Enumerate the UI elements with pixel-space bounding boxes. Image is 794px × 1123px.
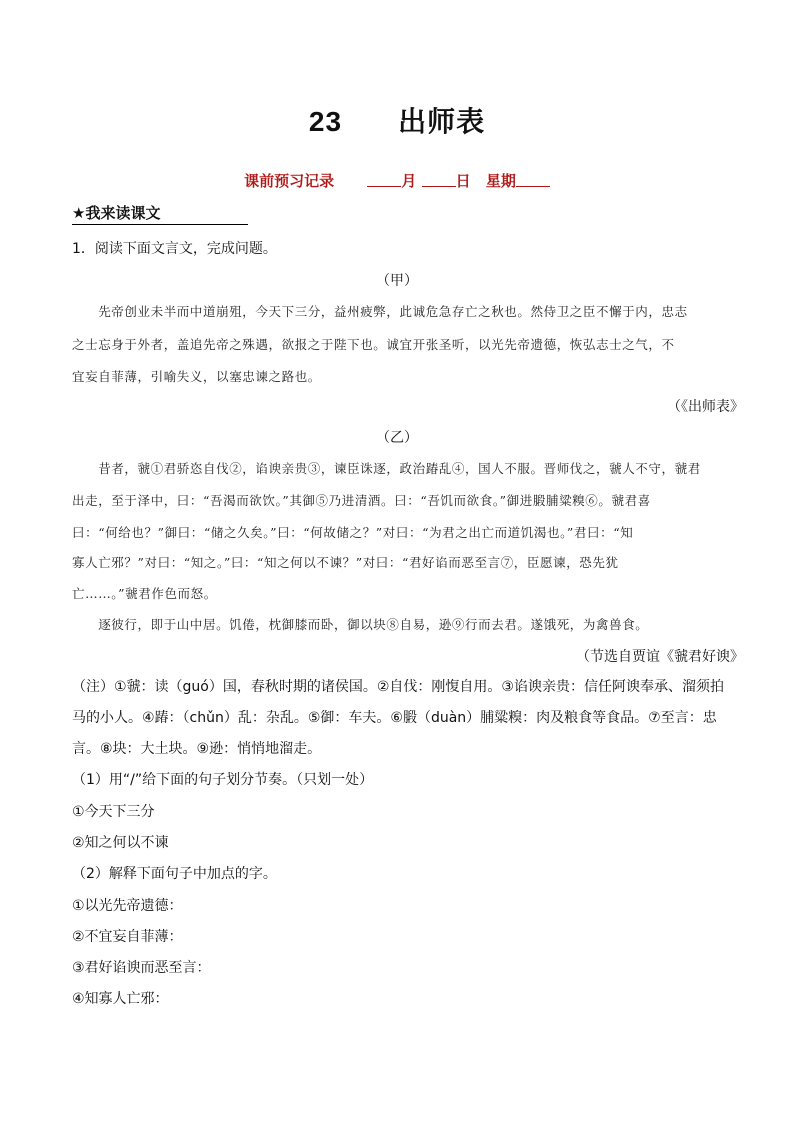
subquestion-1-item: ②知之何以不谏 [72, 835, 169, 851]
passage-yi-line: 逐彼行，即于山中居。饥倦，枕御膝而卧，御以块⑧自易，逊⑨行而去君。遂饿死，为禽兽食。 [72, 617, 649, 632]
preview-record [0, 170, 794, 191]
subquestion-1-prompt: （1）用“/”给下面的句子划分节奏。（只划一处） [72, 772, 374, 788]
week-blank[interactable] [516, 172, 550, 187]
day-blank[interactable] [422, 172, 456, 187]
question-1: 1．阅读下面文言文，完成问题。 [72, 241, 277, 257]
passage-jia-line: 之士忘身于外者，盖追先帝之殊遇，欲报之于陛下也。诚宜开张圣听，以光先帝遗德，恢弘志士之气，不 [72, 337, 675, 352]
section-heading: ★我来读课文 [72, 202, 248, 225]
month-blank[interactable] [367, 172, 401, 187]
month-label: 月 [401, 172, 417, 190]
subquestion-2-item: ③君好谄谀而恶至言： [72, 960, 211, 976]
subquestion-2-item: ①以光先帝遗德： [72, 898, 183, 914]
passage-jia-line: 先帝创业未半而中道崩殂，今天下三分，益州疲弊，此诚危急存亡之秋也。然侍卫之臣不懈于内，忠志 [72, 304, 688, 319]
record-label: 课前预习记录 [244, 172, 335, 190]
passage-yi-line: 曰：“何给也？”御曰：“储之久矣。”曰：“何故储之？”对曰：“为君之出亡而道饥渴也。”君曰：“知 [72, 525, 634, 540]
passage-jia-line: 宜妄自菲薄，引喻失义，以塞忠谏之路也。 [72, 369, 321, 384]
week-label: 星期 [485, 172, 516, 190]
passage-jia-label: （甲） [376, 273, 418, 289]
passage-jia-source: （《出师表》 [667, 399, 744, 415]
passage-yi-line: 亡……。”虢君作色而怒。 [72, 586, 217, 601]
subquestion-2-item: ④知寡人亡邪： [72, 991, 169, 1007]
subquestion-2-item: ②不宜妄自菲薄： [72, 929, 183, 945]
passage-yi-source: （节选自贾谊《虢君好谀》 [576, 649, 744, 665]
passage-yi-label: （乙） [376, 430, 418, 446]
annotation-notes: （注）①虢：读（guó）国，春秋时期的诸侯国。②自伐：刚愎自用。③谄谀亲贵：信任阿谀奉承、溜须拍马的小人。④踳：（chǔn）乱：杂乱。⑤御：车夫。⑥腶（duàn）脯粱糗：肉及粮食等食品。⑦至言：忠言。⑧块：大土块。⑨逊：悄悄地溜走。 [72, 679, 724, 757]
passage-yi-line: 出走，至于泽中，曰：“吾渴而欲饮。”其御⑤乃进清酒。曰：“吾饥而欲食。”御进腶脯粱糗⑥。虢君喜 [72, 493, 651, 508]
passage-yi-line: 昔者，虢①君骄恣自伐②，谄谀亲贵③，谏臣诛逐，政治踳乱④，国人不服。晋师伐之，虢人不守，虢君 [72, 461, 701, 476]
subquestion-1-item: ①今天下三分 [72, 804, 155, 820]
lesson-number: 23 [308, 106, 343, 137]
lesson-title [0, 100, 794, 140]
passage-yi-line: 寡人亡邪？”对曰：“知之。”曰：“知之何以不谏？”对曰：“君好谄而恶至言⑦，臣愿谏，恐先犹 [72, 555, 619, 570]
subquestion-2-prompt: （2）解释下面句子中加点的字。 [72, 866, 277, 882]
day-label: 日 [455, 172, 471, 190]
lesson-name: 出师表 [398, 106, 486, 137]
